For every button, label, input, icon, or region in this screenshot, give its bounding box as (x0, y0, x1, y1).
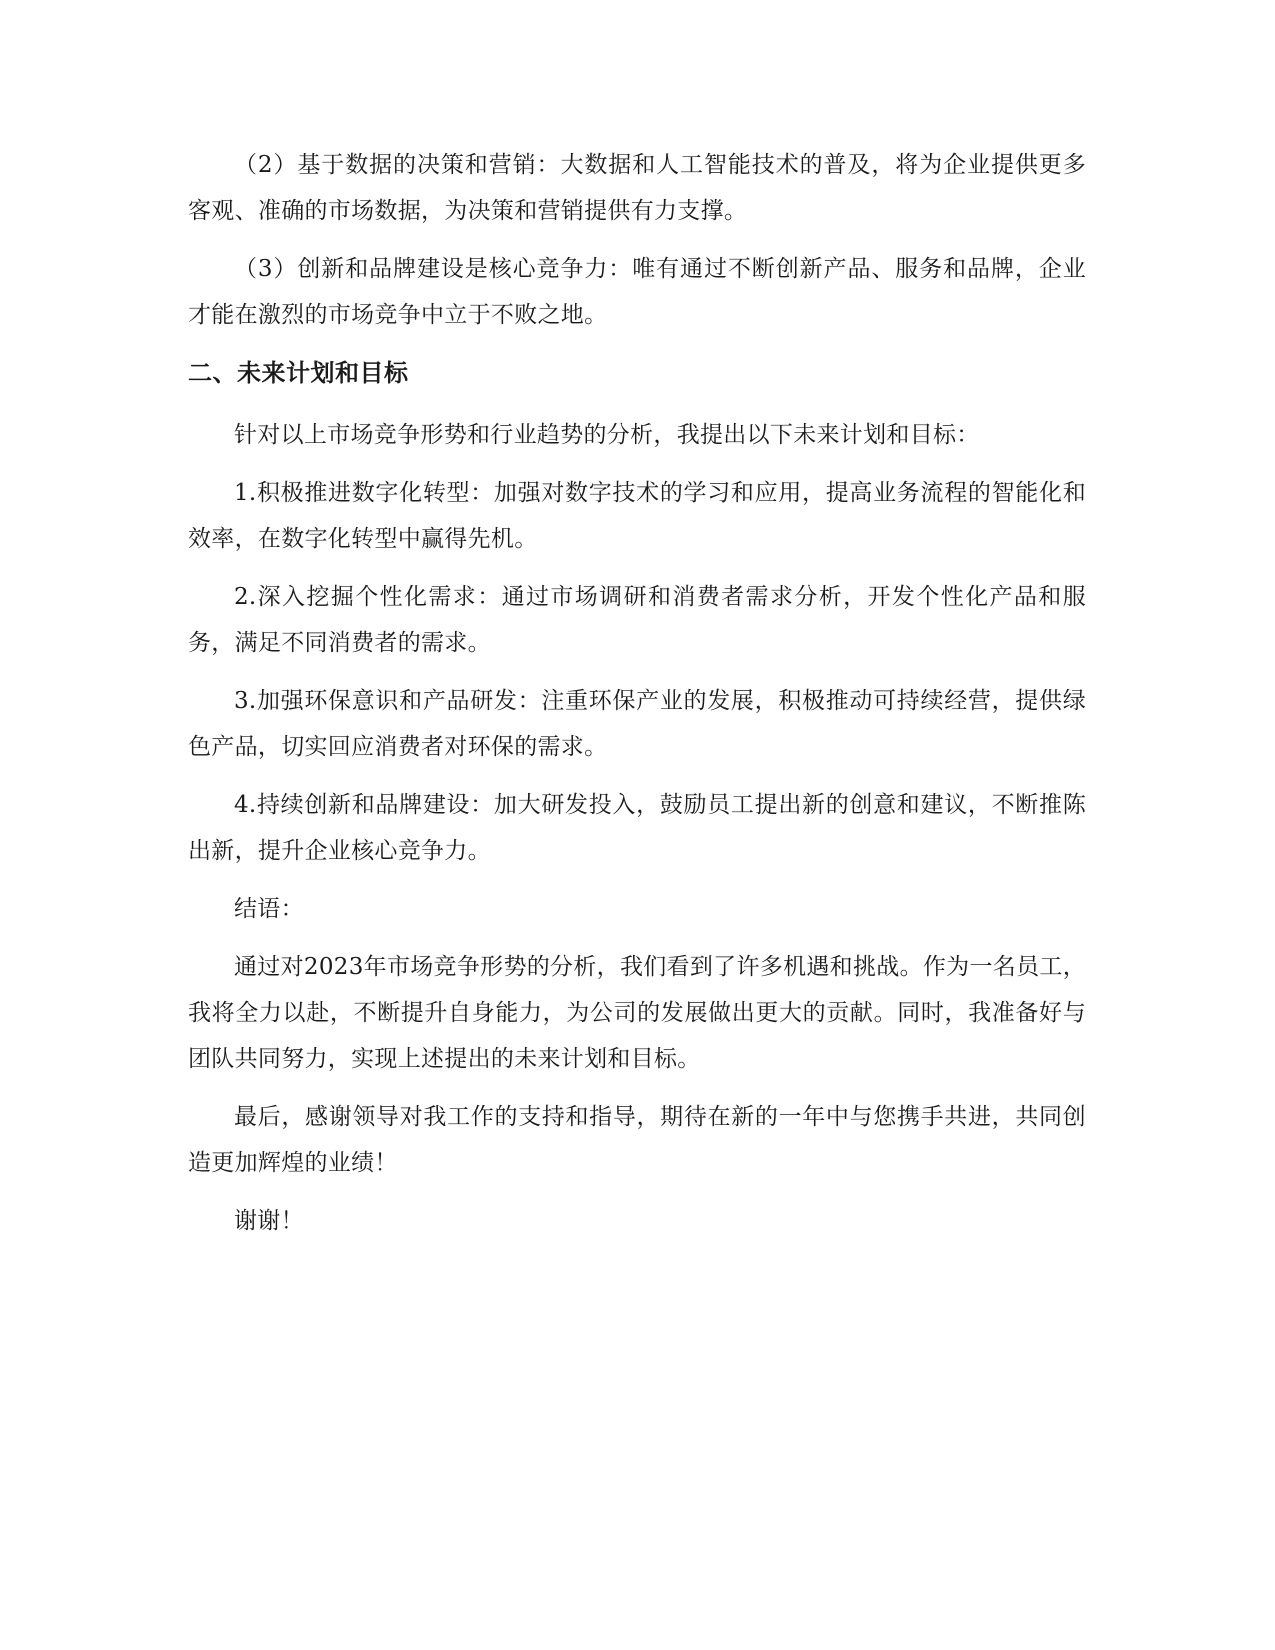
paragraph-trend-2: （2）基于数据的决策和营销：大数据和人工智能技术的普及，将为企业提供更多客观、准确的市场数据，为决策和营销提供有力支撑。 (188, 152, 1086, 224)
plan-item-1: 1.积极推进数字化转型：加强对数字技术的学习和应用，提高业务流程的智能化和效率，在数字化转型中赢得先机。 (188, 480, 1086, 552)
paragraph-trend-3: （3）创新和品牌建设是核心竞争力：唯有通过不断创新产品、服务和品牌，企业才能在激烈的市场竞争中立于不败之地。 (188, 256, 1086, 328)
plan-item-3: 3.加强环保意识和产品研发：注重环保产业的发展，积极推动可持续经营，提供绿色产品，切实回应消费者对环保的需求。 (188, 688, 1086, 760)
conclusion-label: 结语： (234, 896, 304, 922)
paragraph-plans-intro: 针对以上市场竞争形势和行业趋势的分析，我提出以下未来计划和目标： (234, 422, 980, 448)
section-heading-future-plans: 二、未来计划和目标 (188, 359, 409, 387)
conclusion-paragraph-1: 通过对2023年市场竞争形势的分析，我们看到了许多机遇和挑战。作为一名员工，我将全力以赴，不断提升自身能力，为公司的发展做出更大的贡献。同时，我准备好与团队共同努力，实现上述提出的未来计划和目标。 (188, 954, 1086, 1072)
plan-item-4: 4.持续创新和品牌建设：加大研发投入，鼓励员工提出新的创意和建议，不断推陈出新，提升企业核心竞争力。 (188, 792, 1086, 864)
conclusion-paragraph-2: 最后，感谢领导对我工作的支持和指导，期待在新的一年中与您携手共进，共同创造更加辉煌的业绩！ (188, 1104, 1086, 1176)
closing-thanks: 谢谢！ (234, 1208, 304, 1234)
document-page (188, 142, 1086, 1256)
plan-item-2: 2.深入挖掘个性化需求：通过市场调研和消费者需求分析，开发个性化产品和服务，满足不同消费者的需求。 (188, 584, 1086, 656)
